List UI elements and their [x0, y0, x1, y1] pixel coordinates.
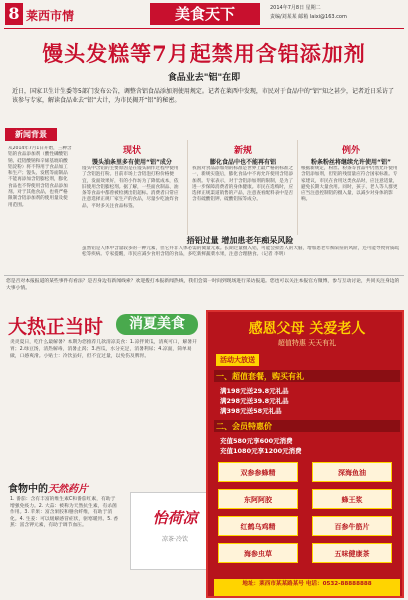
- news-background-label: 新闻背景: [5, 128, 57, 141]
- column-keyword-status: 现状: [122, 146, 141, 156]
- column-subtitle-exception: 粉条粉丝将继续允许使用“铝”: [311, 159, 391, 166]
- page-number: 8: [5, 3, 23, 25]
- column-keyword-new-rules: 新规: [233, 146, 252, 156]
- logo-subtitle: 凉茶·冷饮: [162, 536, 188, 543]
- article-lead: 近日，国家卫生计生委等5部门发布公告，调整含铝食品添加剂使用规定。记者在莱西中发现，市民对于食品中的“铝”知之甚少，记者近日采访了该参与专家，解读食品业去“铝”大计，为市民揭开“铝”的秘密。: [12, 88, 395, 104]
- column-divider: [187, 140, 188, 235]
- ad-product-item: 海参虫草: [218, 543, 298, 563]
- ad-product-item: 五味健康茶: [312, 543, 392, 563]
- ad-product-item: 双参参蜂精: [218, 462, 298, 482]
- promo-title: 大热正当时: [8, 316, 104, 338]
- section-divider: [4, 275, 404, 276]
- ad-badge: 活动大放送: [216, 354, 259, 366]
- page-header: [0, 0, 408, 30]
- ad-product-item: 深海鱼油: [312, 462, 392, 482]
- food-title-highlight: 天然药片: [48, 484, 88, 495]
- main-headline: 馒头发糕等7月起禁用含铝添加剂: [42, 41, 366, 66]
- reader-notice: 您是否对本报报道的某些事件有看法？是否身边有新闻线索？欢迎拨打本报新闻热线，我们会第一时间到现场进行采访报道。您也可以关注本报官方微博，参与互动讨论，共同关注身边的大事小情。: [6, 279, 400, 291]
- ad-product-item: 东阿阿胶: [218, 489, 298, 509]
- food-column-text: 1. 番茄：含有丰富的维生素C和番茄红素，有助于增强免疫力。2. 大蒜：被称为天然抗生素，有杀菌作用。3. 苹果：富含果胶和膳食纤维，有助于消化。4. 生姜：可以缓解感冒症状，驱寒暖胃。5. 香蕉：富含钾元素，有助于调节血压。: [10, 497, 119, 529]
- column-text-new-rules: 我国对食品添加剂的标准是世界上最严格的标准之一，新规实施后，膨化食品中不再允许使用含铝添加剂。专家表示，对于含铝添加剂的限制，是为了进一步保障消费者的身体健康。市民在选购时，应选择正规渠道销售的产品，注意查看配料表中是否含有硫酸铝钾、硫酸铝铵等成分。: [192, 166, 294, 203]
- ad-offer-line: 满298元送39.8元礼品: [220, 397, 289, 405]
- section-name: 莱西市情: [26, 9, 75, 23]
- news-background-text: 从2014年7月1日开始，三种含铝的食品添加剂（酸性磷酸铝钠、硅铝酸钠和辛烯基琥珀酸铝淀粉）将不得用于食品加工和生产；馒头、发糕等面制品不能再添加含铝膨松剂，膨化食品也不得使用含铝食品添加剂。对于其他食品，也将严格限制含铝添加剂的使用量及使用范围。: [8, 146, 72, 208]
- advertisement: [206, 310, 404, 598]
- date-line: 2014年7月8日 星期二: [270, 5, 321, 11]
- ad-offer-line: 充值1080元享1200元消费: [220, 447, 302, 455]
- ad-footer: 地址：莱西市某某路某号 电话：0532-88888888: [214, 579, 400, 596]
- header-divider: [4, 28, 404, 29]
- column-text-status: 馒头中含铝的主要原因是在馒头制作过程中使用了含铝泡打粉。目前市场上含铝泡打粉价格便宜，发面效果好，有的小作坊为了降低成本，依旧使用含铝膨松剂。据了解，一些面食制品、油条等食品中都曾被检测出铝超标。消费者日常应注意选择正规厂家生产的食品，尽量少吃油炸食品，平时多关注食品标签。: [82, 166, 179, 209]
- column-text-exception: 根据新规定，粉丝、粉条等食品中仍然允许使用含铝添加剂，但铝的残留量应符合国家标准。专家建议，市民在食用这类食品时，应注意适量，避免长期大量食用。同时，孩子、老人等人群更应当注意控制铝的摄入量，以减少对身体的影响。: [301, 166, 398, 203]
- ad-subtitle: 超值特惠 天天有礼: [277, 339, 337, 347]
- column-subtitle-new-rules: 膨化食品中也不能再有铝: [209, 159, 276, 166]
- ad-offer-line: 充值580元享600元消费: [220, 437, 293, 445]
- section-title: 美食天下: [150, 3, 260, 25]
- sub-article-text: 虽然铝是人体中含量较多的一种元素，但它并非人体必需的微量元素。长期过量摄入铝，可能会损害人的大脑，增加患老年痴呆症的风险，还可能导致骨质疏松等疾病。专家提醒，市民应减少食用含铝的食品，多吃新鲜蔬菜水果，注意合理膳食。（记者 李明）: [82, 246, 399, 258]
- ad-section2-heading: 二、会员特惠价: [216, 422, 272, 431]
- column-subtitle-status: 馒头油条里多有使用“铝”成分: [92, 159, 172, 166]
- promo-badge: 消夏美食: [116, 314, 198, 335]
- column-keyword-exception: 例外: [341, 146, 360, 156]
- subheadline: 食品业去"铝"在即: [167, 73, 241, 83]
- food-column-title: [8, 480, 88, 495]
- ad-product-item: 蜂王浆: [312, 489, 392, 509]
- column-divider: [297, 140, 298, 235]
- sub-article-title: 捂铝过量 增加患老年痴呆风险: [186, 236, 294, 245]
- editor-line: 责编/刘某某 邮箱 laixi@163.com: [270, 14, 347, 20]
- ad-title: 感恩父母 关爱老人: [248, 321, 366, 337]
- food-title-prefix: 食物中的: [8, 484, 48, 495]
- ad-offer-line: 满198元送29.8元礼品: [220, 387, 289, 395]
- ad-product-item: 百参牛筋片: [312, 516, 392, 536]
- ad-product-item: 红鹤乌鸡精: [218, 516, 298, 536]
- ad-section1-heading: 一、超值套餐，购买有礼: [216, 372, 304, 381]
- promo-text: 炎炎夏日，吃什么最解暑？本期为您推荐几款清凉美食：1.凉拌黄瓜，清爽可口，解暑开胃；2.绿豆汤，清热解毒，消暑止渴；3.西瓜，水分充足，消暑利尿；4.凉面，简单易做，口感爽滑。小贴士：冷饮虽好，但不宜过量，以免伤及脾胃。: [10, 340, 197, 359]
- ad-offer-line: 满398元送58元礼品: [220, 407, 282, 415]
- logo-script: 怡荷凉: [152, 509, 198, 527]
